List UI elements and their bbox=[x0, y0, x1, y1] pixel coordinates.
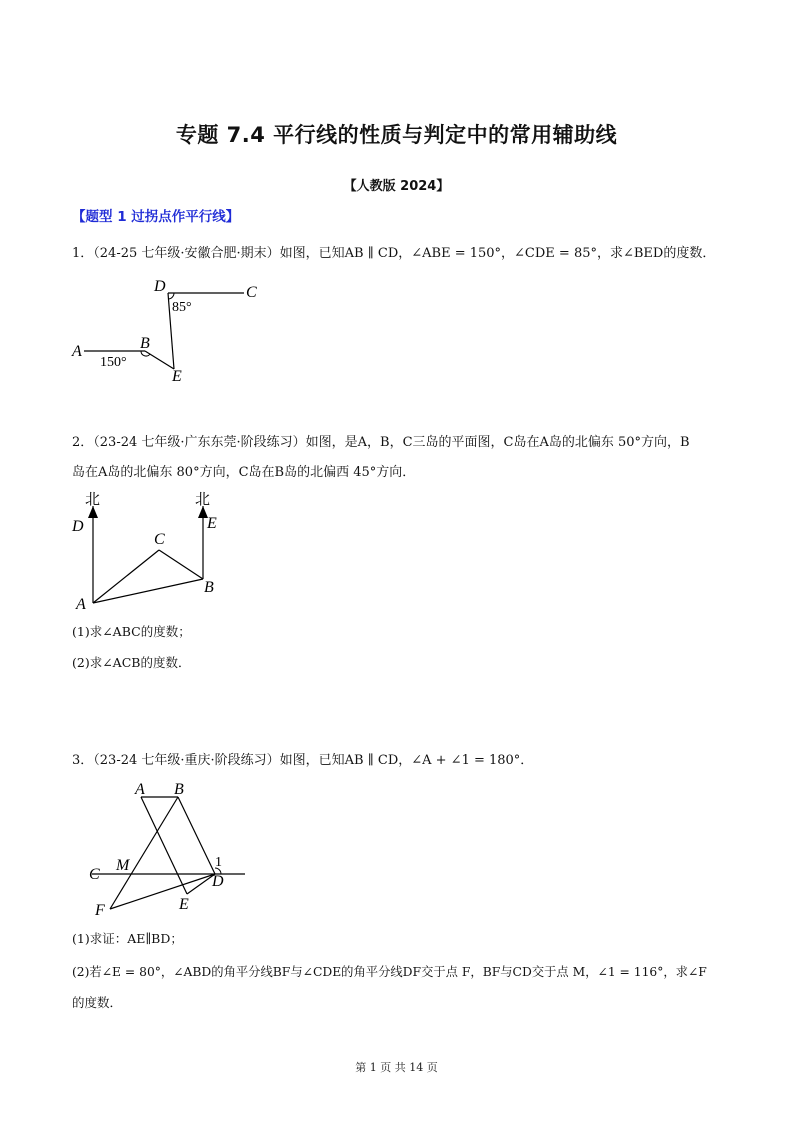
page-footer: 第 1 页 共 14 页 bbox=[355, 1061, 438, 1074]
q3-part2-line2: 的度数． bbox=[72, 995, 123, 1010]
label-C: C bbox=[246, 284, 257, 301]
q2-text-line1: 如图，是A，B，C三岛的平面图，C岛在A岛的北偏东 50°方向，B bbox=[305, 435, 690, 450]
label-M: M bbox=[116, 857, 130, 874]
edition-label: 【人教版 2024】 bbox=[343, 179, 450, 194]
label-D: D bbox=[212, 873, 224, 890]
q3-part1: (1)求证：AE∥BD； bbox=[72, 931, 183, 946]
q1-source: （24-25 七年级·安徽合肥·期末） bbox=[93, 246, 280, 261]
label-B: B bbox=[174, 781, 184, 798]
line-FD bbox=[110, 874, 215, 909]
q2-stem-line2: 岛在A岛的北偏东 80°方向，C岛在B岛的北偏西 45°方向． bbox=[72, 465, 416, 480]
label-C: C bbox=[154, 531, 165, 548]
q1-stem bbox=[72, 244, 715, 264]
label-B: B bbox=[204, 579, 214, 596]
line-AB bbox=[93, 579, 203, 603]
line-CB bbox=[159, 550, 203, 579]
label-E: E bbox=[172, 368, 182, 385]
label-E: E bbox=[179, 896, 189, 913]
q3-number: 3． bbox=[72, 753, 94, 768]
q2-stem-line1 bbox=[72, 433, 690, 453]
q2-number: 2． bbox=[72, 435, 94, 450]
line-ED bbox=[187, 874, 215, 894]
question-type-heading: 【题型 1 过拐点作平行线】 bbox=[72, 209, 240, 225]
label-C: C bbox=[89, 866, 100, 883]
label-D: D bbox=[72, 518, 84, 535]
label-B: B bbox=[140, 335, 150, 352]
q3-text: 如图，已知AB ∥ CD，∠A + ∠1 = 180°． bbox=[279, 753, 534, 768]
q2-part2: (2)求∠ACB的度数． bbox=[72, 655, 191, 670]
label-D: D bbox=[154, 278, 166, 295]
north-label-left: 北 bbox=[85, 492, 101, 508]
q3-stem bbox=[72, 751, 533, 771]
page-title: 专题 7.4 平行线的性质与判定中的常用辅助线 bbox=[175, 123, 618, 147]
q3-figure bbox=[80, 778, 260, 918]
label-A: A bbox=[72, 343, 82, 360]
q2-part1: (1)求∠ABC的度数； bbox=[72, 624, 191, 639]
q2-figure bbox=[70, 488, 230, 613]
angle-150-label: 150° bbox=[100, 355, 127, 370]
line-AC bbox=[93, 550, 159, 603]
label-1: 1 bbox=[215, 855, 222, 870]
line-BE bbox=[145, 351, 174, 369]
label-F: F bbox=[95, 902, 105, 918]
label-A: A bbox=[76, 596, 86, 613]
line-BD bbox=[178, 797, 215, 874]
q1-figure bbox=[70, 275, 270, 390]
q1-text: 如图，已知AB ∥ CD，∠ABE = 150°，∠CDE = 85°，求∠BED的度数． bbox=[279, 246, 716, 261]
q1-number: 1． bbox=[72, 246, 94, 261]
q3-part2-line1: (2)若∠E = 80°，∠ABD的角平分线BF与∠CDE的角平分线DF交于点 F，BF与CD交于点 M，∠1 = 116°，求∠F bbox=[72, 965, 707, 979]
label-A: A bbox=[135, 781, 145, 798]
q2-source: （23-24 七年级·广东东莞·阶段练习） bbox=[93, 435, 306, 450]
angle-85-label: 85° bbox=[172, 300, 192, 315]
north-label-right: 北 bbox=[195, 492, 211, 508]
label-E: E bbox=[207, 515, 217, 532]
q3-source: （23-24 七年级·重庆·阶段练习） bbox=[93, 753, 280, 768]
